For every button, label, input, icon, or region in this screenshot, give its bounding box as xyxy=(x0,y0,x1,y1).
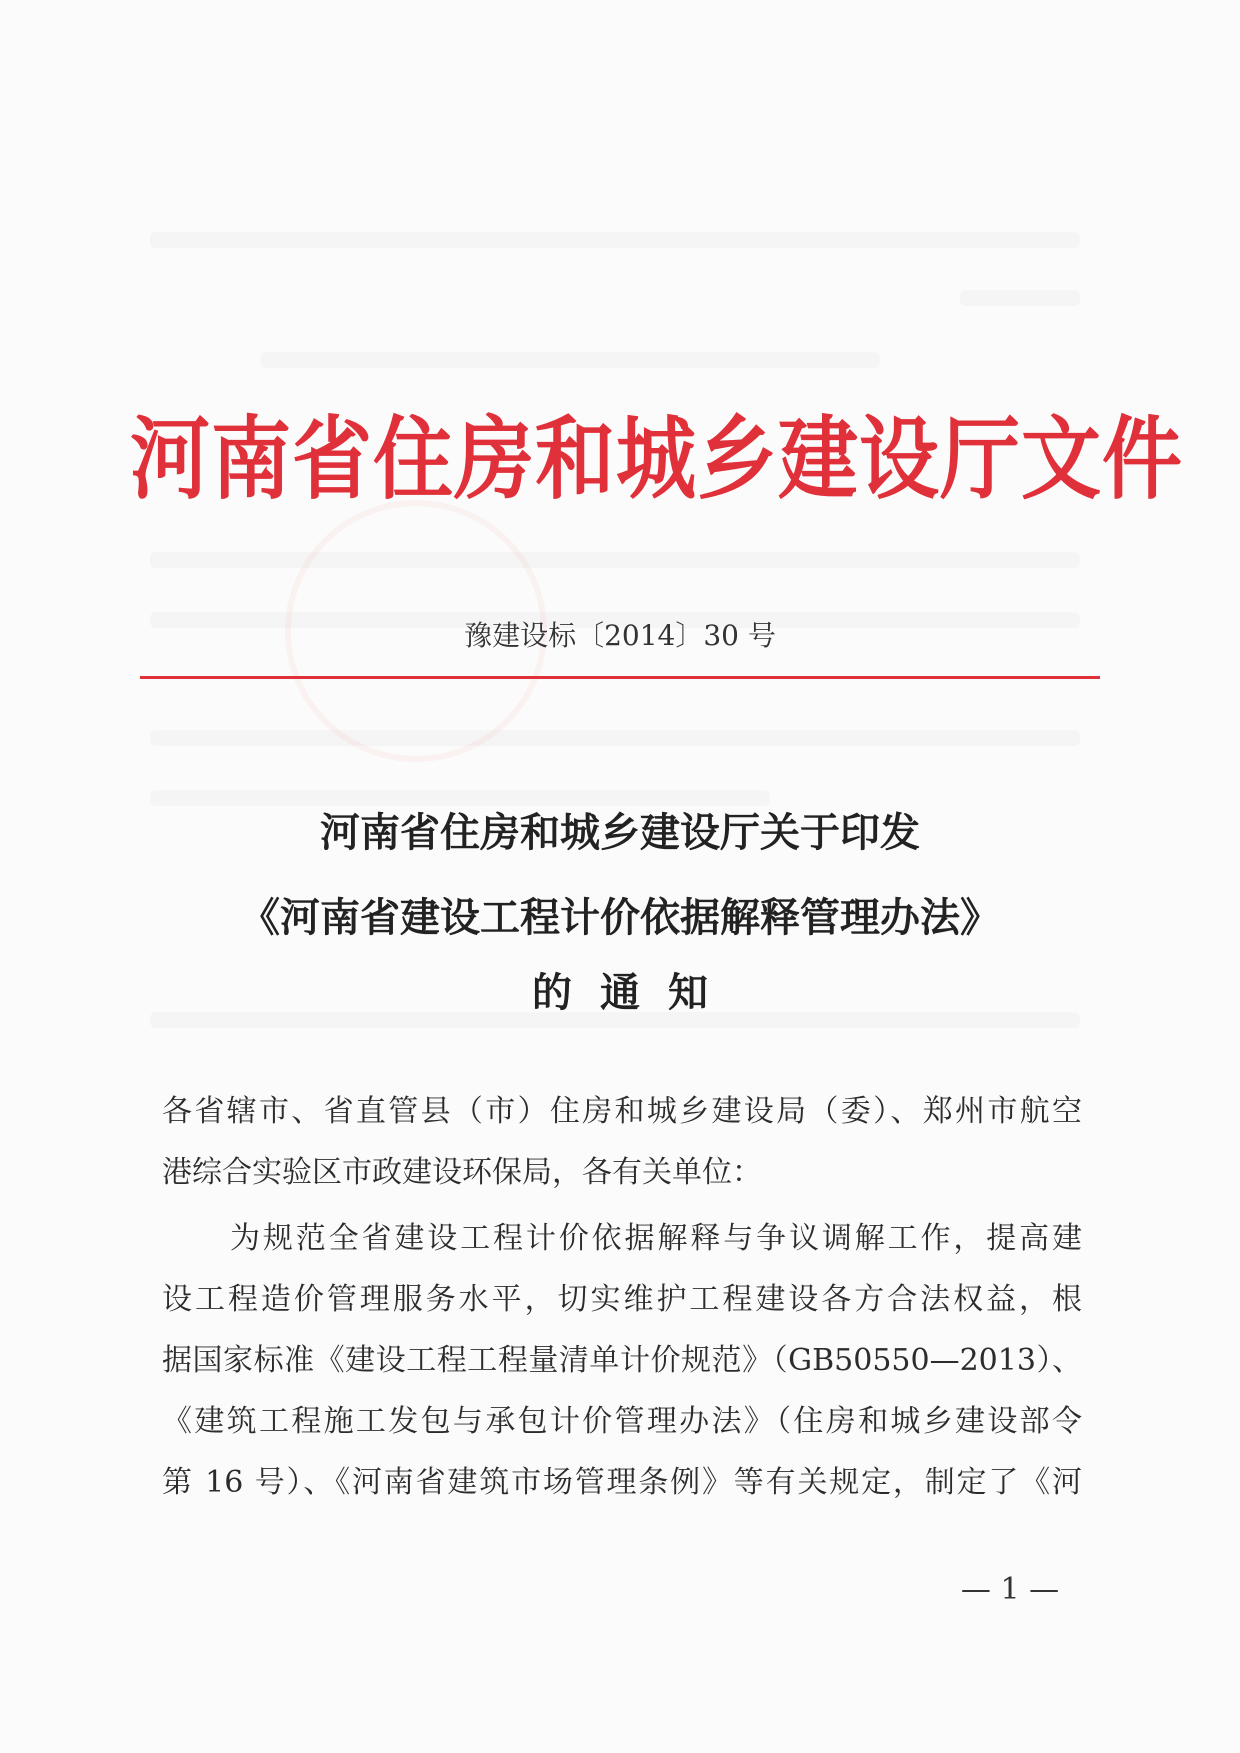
show-through-line xyxy=(960,290,1080,306)
show-through-line xyxy=(260,352,880,368)
body-line: 第 16 号）、《河南省建筑市场管理条例》等有关规定，制定了《河 xyxy=(162,1465,1082,1500)
page-number: — 1 — xyxy=(960,1572,1060,1607)
body-line: 各省辖市、省直管县（市）住房和城乡建设局（委）、郑州市航空 xyxy=(162,1094,1082,1129)
body-line: 《建筑工程施工发包与承包计价管理办法》（住房和城乡建设部令 xyxy=(162,1404,1082,1439)
document-number: 豫建设标〔2014〕30 号 xyxy=(464,619,776,652)
show-through-line xyxy=(150,552,1080,568)
issuer-masthead: 河南省住房和城乡建设厅文件 xyxy=(130,407,1183,512)
body-line: 为规范全省建设工程计价依据解释与争议调解工作，提高建 xyxy=(230,1221,1082,1256)
show-through-line xyxy=(150,730,1080,746)
show-through-line xyxy=(150,790,770,806)
body-line: 港综合实验区市政建设环保局，各有关单位： xyxy=(162,1155,762,1190)
show-through-line xyxy=(150,232,1080,248)
red-divider-line xyxy=(140,676,1100,679)
notice-title-line-3: 的通知 xyxy=(532,969,736,1016)
body-line: 设工程造价管理服务水平，切实维护工程建设各方合法权益，根 xyxy=(162,1282,1082,1317)
body-line: 据国家标准《建设工程工程量清单计价规范》（GB50550—2013）、 xyxy=(162,1343,1082,1378)
notice-title-line-1: 河南省住房和城乡建设厅关于印发 xyxy=(320,809,920,856)
notice-title-line-2: 《河南省建设工程计价依据解释管理办法》 xyxy=(240,894,1000,941)
